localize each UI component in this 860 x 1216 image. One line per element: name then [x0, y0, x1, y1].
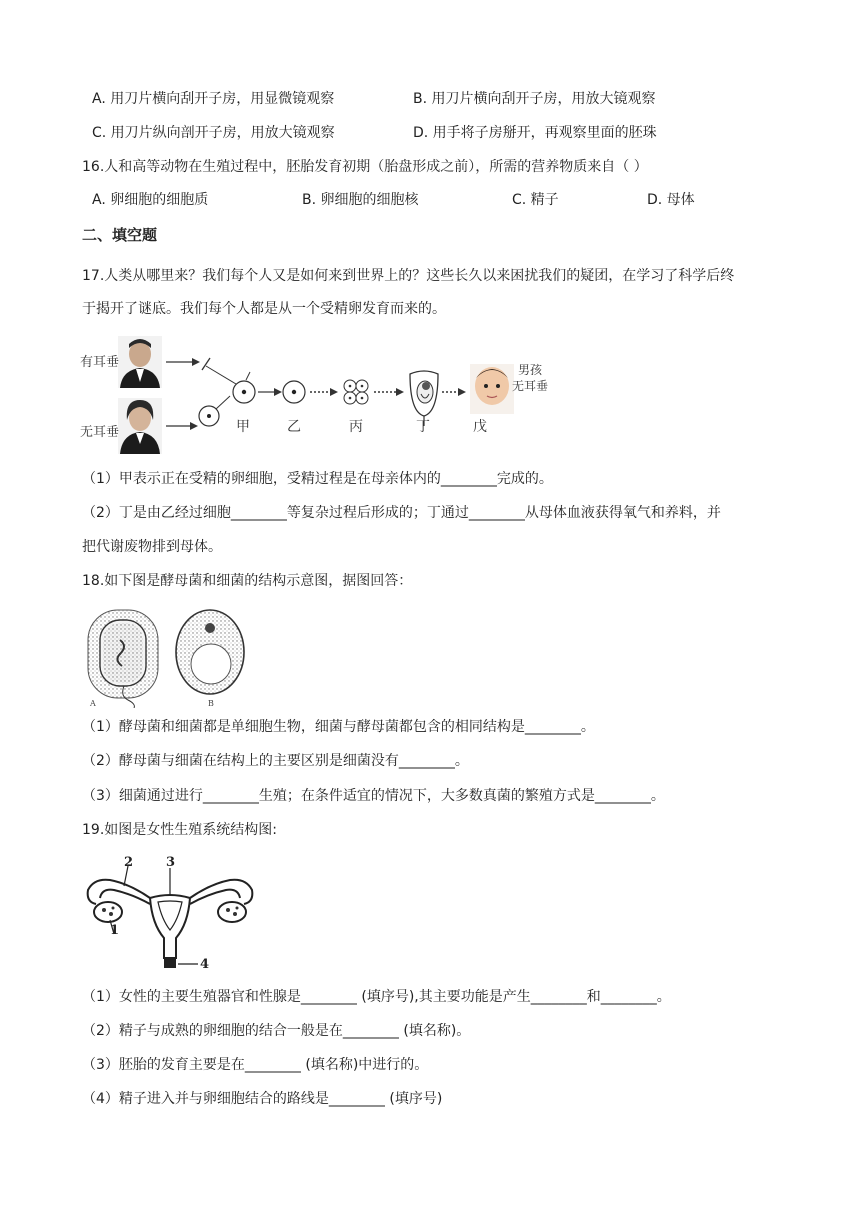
father-photo	[118, 336, 162, 388]
q19-stem: 19.如图是女性生殖系统结构图:	[82, 822, 277, 838]
bacteria-yeast-figure	[80, 604, 260, 708]
label-with-earlobe: 有耳垂	[80, 355, 120, 370]
q16-option-d: D. 母体	[647, 192, 695, 208]
fetus-in-uterus	[410, 371, 438, 426]
structure-label-3: 3	[166, 855, 176, 870]
mother-photo	[118, 398, 162, 454]
q18-sub3: （3）细菌通过进行________生殖；在条件适宜的情况下，大多数真菌的繁殖方式是________。	[82, 788, 665, 804]
q19-sub1: （1）女性的主要生殖器官和性腺是________ (填序号),其主要功能是产生________和________。	[82, 989, 671, 1005]
q18-sub2: （2）酵母菌与细菌在结构上的主要区别是细菌没有________。	[82, 753, 469, 769]
q18-stem: 18.如下图是酵母菌和细菌的结构示意图，据图回答：	[82, 573, 413, 589]
q17-sub2-line2: 把代谢废物排到母体。	[82, 539, 222, 555]
q19-sub2: （2）精子与成熟的卵细胞的结合一般是在________ (填名称)。	[82, 1023, 471, 1039]
figure-label-a: A	[90, 699, 96, 708]
baby-label-boy: 男孩	[518, 363, 543, 377]
yeast-diagram	[176, 610, 244, 694]
structure-label-4: 4	[200, 957, 210, 972]
q19-sub3: （3）胚胎的发育主要是在________ (填名称)中进行的。	[82, 1057, 429, 1073]
baby-photo	[470, 364, 514, 414]
section-title: 二、填空题	[82, 226, 158, 244]
q16-option-c: C. 精子	[512, 192, 559, 208]
structure-label-2: 2	[124, 855, 134, 870]
stage-label-ding: 丁	[416, 419, 430, 435]
q16-option-a: A. 卵细胞的细胞质	[92, 192, 209, 208]
stage-label-yi: 乙	[287, 419, 301, 435]
q15-option-b: B. 用刀片横向刮开子房，用放大镜观察	[413, 91, 656, 107]
stage-label-jia: 甲	[236, 419, 250, 435]
q15-option-c: C. 用刀片纵向剖开子房，用放大镜观察	[92, 125, 335, 141]
baby-label-no-earlobe: 无耳垂	[512, 379, 548, 393]
q18-sub1: （1）酵母菌和细菌都是单细胞生物，细菌与酵母菌都包含的相同结构是________。	[82, 719, 595, 735]
q15-option-d: D. 用手将子房掰开，再观察里面的胚珠	[413, 125, 657, 141]
bacterium-diagram	[88, 610, 158, 708]
female-reproductive-system-figure	[80, 854, 260, 974]
cell-cluster	[344, 380, 368, 404]
q15-option-a: A. 用刀片横向刮开子房，用显微镜观察	[92, 91, 335, 107]
label-without-earlobe: 无耳垂	[80, 425, 120, 440]
stage-label-bing: 丙	[349, 419, 363, 435]
q19-sub4: （4）精子进入并与卵细胞结合的路线是________ (填序号)	[82, 1091, 443, 1107]
q16-option-b: B. 卵细胞的细胞核	[302, 192, 419, 208]
fertilization-development-figure	[78, 336, 548, 460]
figure-label-b: B	[208, 699, 214, 708]
q17-stem-line1: 17.人类从哪里来？我们每个人又是如何来到世界上的？这些长久以来困扰我们的疑团，在学习了科学后终	[82, 268, 735, 284]
structure-label-1: 1	[110, 923, 120, 938]
stage-label-wu: 戊	[473, 419, 487, 435]
q17-sub1: （1）甲表示正在受精的卵细胞，受精过程是在母亲体内的________完成的。	[82, 471, 553, 487]
q16-stem: 16.人和高等动物在生殖过程中，胚胎发育初期（胎盘形成之前），所需的营养物质来自（ ）	[82, 159, 648, 175]
q17-stem-line2: 于揭开了谜底。我们每个人都是从一个受精卵发育而来的。	[82, 301, 446, 317]
q17-sub2-line1: （2）丁是由乙经过细胞________等复杂过程后形成的；丁通过________从母体血液获得氧气和养料，并	[82, 505, 721, 521]
